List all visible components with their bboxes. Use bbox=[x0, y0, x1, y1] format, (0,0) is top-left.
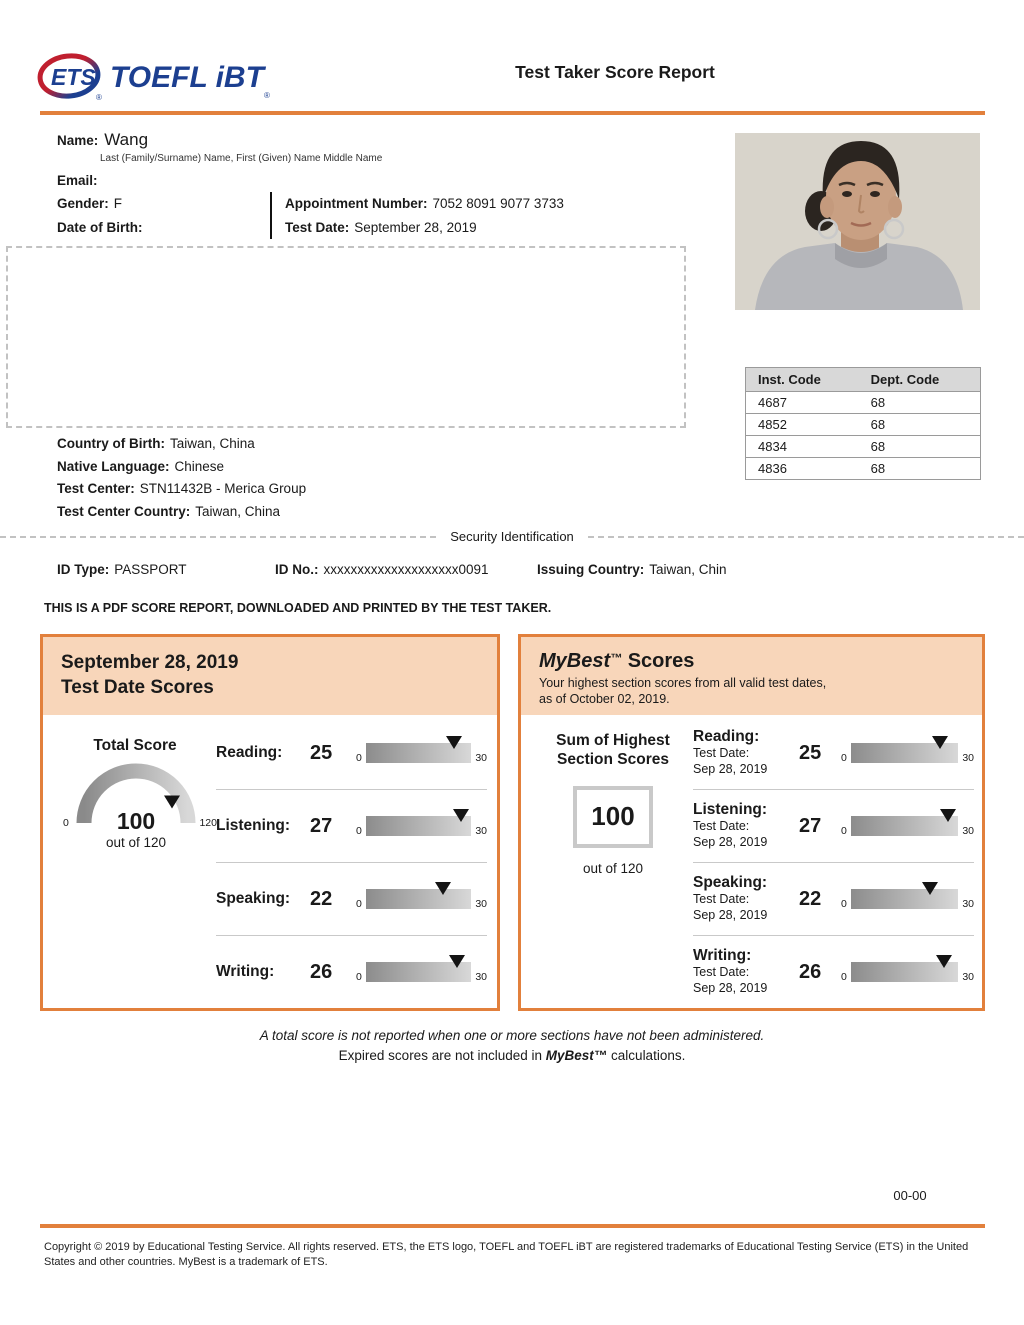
sum-label-line1: Sum of Highest bbox=[556, 732, 670, 749]
score-bar bbox=[851, 962, 958, 982]
reading-score-row bbox=[216, 717, 487, 790]
gauge-min-label: 0 bbox=[63, 817, 69, 829]
table-row bbox=[746, 458, 981, 480]
bar-max-label: 30 bbox=[962, 970, 974, 983]
gender-row bbox=[57, 196, 122, 211]
speaking-label: Speaking: bbox=[216, 890, 291, 907]
dept-code-header: Dept. Code bbox=[859, 368, 981, 392]
test-date-label: Test Date: bbox=[693, 746, 750, 761]
speaking-score-bar-zone bbox=[841, 889, 974, 909]
listening-score: 27 bbox=[799, 814, 822, 837]
test-date-value: September 28, 2019 bbox=[354, 220, 477, 235]
dashed-line bbox=[588, 536, 1024, 538]
test-center-label: Test Center: bbox=[57, 481, 135, 496]
footnote-line2 bbox=[0, 1048, 1024, 1063]
score-marker-icon bbox=[922, 882, 938, 895]
form-code: 00-00 bbox=[893, 1188, 927, 1203]
name-format-hint: Last (Family/Surname) Name, First (Given) Name Middle Name bbox=[100, 153, 383, 164]
speaking-score: 22 bbox=[799, 887, 822, 910]
listening-score: 27 bbox=[310, 814, 333, 837]
footer-divider bbox=[40, 1224, 985, 1228]
mybest-brand: MyBest bbox=[539, 650, 611, 672]
mybest-header bbox=[521, 637, 982, 715]
listening-score-bar-zone bbox=[356, 816, 487, 836]
dept-code-cell: 68 bbox=[859, 436, 981, 458]
speaking-score-row bbox=[216, 863, 487, 936]
test-center-country-label: Test Center Country: bbox=[57, 503, 191, 519]
trademark-icon: ™ bbox=[610, 651, 623, 665]
email-row bbox=[57, 173, 98, 188]
mybest-writing-row bbox=[693, 936, 974, 1008]
reading-score: 25 bbox=[310, 741, 333, 764]
dept-code-cell: 68 bbox=[859, 458, 981, 480]
security-identification-title: Security Identification bbox=[450, 529, 574, 544]
test-center-country-value: Taiwan, China bbox=[195, 503, 281, 519]
mybest-scores-box bbox=[518, 634, 985, 1011]
score-marker-icon bbox=[435, 882, 451, 895]
test-date-value: Sep 28, 2019 bbox=[693, 762, 768, 776]
speaking-label: Speaking: bbox=[693, 874, 768, 892]
bar-max-label: 30 bbox=[962, 824, 974, 837]
mybest-speaking-labels bbox=[693, 874, 799, 923]
reading-label: Reading: bbox=[216, 744, 283, 761]
score-marker-icon bbox=[940, 809, 956, 822]
bar-min-label: 0 bbox=[841, 897, 847, 910]
appointment-number-label: Appointment Number: bbox=[285, 196, 428, 211]
appointment-number-row bbox=[285, 196, 564, 211]
test-date-label: Test Date: bbox=[693, 819, 750, 834]
total-score-value: 100 bbox=[116, 808, 156, 834]
score-bar bbox=[366, 816, 471, 836]
score-bar bbox=[366, 962, 471, 982]
bar-max-label: 30 bbox=[475, 897, 487, 910]
table-row bbox=[746, 414, 981, 436]
score-marker-icon bbox=[453, 809, 469, 822]
writing-score: 26 bbox=[799, 960, 822, 983]
mybest-title-rest: Scores bbox=[622, 650, 695, 672]
bar-min-label: 0 bbox=[841, 824, 847, 837]
appointment-number-value: 7052 8091 9077 3733 bbox=[432, 196, 564, 211]
native-language-label: Native Language: bbox=[57, 458, 170, 474]
toefl-ibt-logo-text: TOEFL iBT bbox=[110, 61, 264, 94]
gender-label: Gender: bbox=[57, 196, 109, 211]
score-bar bbox=[851, 743, 958, 763]
writing-score-bar-zone bbox=[356, 962, 487, 982]
gauge-marker-icon bbox=[164, 796, 180, 809]
score-marker-icon bbox=[932, 736, 948, 749]
country-of-birth-label: Country of Birth: bbox=[57, 436, 165, 451]
writing-score: 26 bbox=[310, 960, 333, 983]
test-center-value: STN11432B - Merica Group bbox=[139, 481, 307, 496]
header-divider bbox=[40, 111, 985, 115]
issuing-country-row bbox=[537, 562, 727, 577]
reading-score-bar-zone bbox=[356, 743, 487, 763]
ets-toefl-logo bbox=[36, 48, 276, 109]
test-date-value: Sep 28, 2019 bbox=[693, 908, 768, 922]
score-bar bbox=[366, 743, 471, 763]
score-marker-icon bbox=[936, 955, 952, 968]
total-score-gauge bbox=[61, 761, 217, 834]
reading-label: Reading: bbox=[693, 728, 760, 746]
name-value: Wang bbox=[104, 130, 149, 149]
sum-of-highest-value: 100 bbox=[591, 801, 635, 832]
reading-score-bar-zone bbox=[841, 743, 974, 763]
test-date-row bbox=[285, 220, 477, 235]
bar-min-label: 0 bbox=[356, 970, 362, 983]
mybest-section-rows bbox=[693, 717, 974, 1008]
test-date-scores-box bbox=[40, 634, 500, 1011]
bar-max-label: 30 bbox=[475, 751, 487, 764]
gender-value: F bbox=[113, 196, 123, 211]
score-bar bbox=[366, 889, 471, 909]
country-of-birth-row bbox=[57, 433, 306, 456]
bar-max-label: 30 bbox=[475, 970, 487, 983]
personal-info-divider bbox=[270, 192, 272, 239]
mybest-subtitle-line2: as of October 02, 2019. bbox=[539, 692, 670, 706]
test-taker-photo bbox=[735, 133, 980, 310]
bar-max-label: 30 bbox=[475, 824, 487, 837]
ets-logo-graphic bbox=[36, 48, 276, 104]
footnote-line2-pre: Expired scores are not included in bbox=[338, 1048, 546, 1063]
mybest-brand: MyBest™ bbox=[545, 1048, 608, 1063]
email-label: Email: bbox=[57, 173, 98, 188]
test-date-scores-header bbox=[43, 637, 497, 715]
test-center-info bbox=[57, 433, 306, 523]
inst-code-cell: 4687 bbox=[746, 392, 859, 414]
footnote-line2-post: calculations. bbox=[607, 1048, 686, 1063]
bar-min-label: 0 bbox=[356, 897, 362, 910]
writing-label: Writing: bbox=[216, 963, 275, 980]
mybest-subtitle-line1: Your highest section scores from all valid test dates, bbox=[539, 676, 827, 690]
id-type-row bbox=[57, 562, 187, 577]
test-date-value: Sep 28, 2019 bbox=[693, 835, 768, 849]
ets-logo-text: ETS bbox=[51, 64, 96, 90]
native-language-row bbox=[57, 456, 306, 479]
bar-min-label: 0 bbox=[841, 970, 847, 983]
name-row bbox=[57, 130, 148, 150]
sum-of-highest-column bbox=[533, 731, 693, 876]
test-date-scores-body bbox=[43, 715, 497, 1008]
id-type-value: PASSPORT bbox=[114, 562, 187, 577]
gauge-max-label: 120 bbox=[199, 817, 217, 829]
mybest-reading-row bbox=[693, 717, 974, 790]
test-date-scores-title: Test Date Scores bbox=[61, 677, 214, 699]
total-out-of-label: out of 120 bbox=[105, 835, 167, 850]
inst-code-cell: 4836 bbox=[746, 458, 859, 480]
name-label: Name: bbox=[57, 133, 99, 148]
test-center-country-row bbox=[57, 501, 306, 524]
sum-label-line2: Section Scores bbox=[557, 751, 669, 769]
registered-mark-icon: ® bbox=[96, 93, 102, 102]
native-language-value: Chinese bbox=[174, 458, 225, 474]
mybest-listening-row bbox=[693, 790, 974, 863]
listening-score-bar-zone bbox=[841, 816, 974, 836]
bar-min-label: 0 bbox=[841, 751, 847, 764]
test-date-label: Test Date: bbox=[693, 965, 750, 980]
table-row bbox=[746, 392, 981, 414]
page-title: Test Taker Score Report bbox=[515, 62, 715, 82]
bar-min-label: 0 bbox=[356, 751, 362, 764]
bar-max-label: 30 bbox=[962, 897, 974, 910]
issuing-country-label: Issuing Country: bbox=[537, 562, 645, 577]
pdf-report-notice: THIS IS A PDF SCORE REPORT, DOWNLOADED AND PRINTED BY THE TEST TAKER. bbox=[44, 601, 552, 615]
listening-label: Listening: bbox=[216, 817, 291, 834]
copyright-text: Copyright © 2019 by Educational Testing Service. All rights reserved. ETS, the ETS logo, TOEFL and TOEFL iBT are registered trademarks of Educational Testing Service (ETS) in the United States and other countries. MyBest is a trademark of ETS. bbox=[44, 1241, 969, 1269]
listening-score-row bbox=[216, 790, 487, 863]
section-score-rows bbox=[216, 717, 487, 1008]
sum-out-of-label: out of 120 bbox=[582, 860, 644, 876]
footnote-line1: A total score is not reported when one or more sections have not been administered. bbox=[259, 1028, 765, 1043]
bar-min-label: 0 bbox=[356, 824, 362, 837]
listening-label: Listening: bbox=[693, 801, 768, 819]
date-of-birth-label: Date of Birth: bbox=[57, 220, 143, 235]
test-date-label: Test Date: bbox=[285, 220, 350, 235]
dept-code-cell: 68 bbox=[859, 414, 981, 436]
mybest-listening-labels bbox=[693, 801, 799, 850]
score-bar bbox=[851, 889, 958, 909]
score-marker-icon bbox=[449, 955, 465, 968]
id-type-label: ID Type: bbox=[57, 562, 110, 577]
writing-label: Writing: bbox=[693, 947, 752, 965]
id-number-row bbox=[275, 562, 489, 577]
test-date-label: Test Date: bbox=[693, 892, 750, 907]
redacted-address-box bbox=[6, 246, 686, 428]
sum-of-highest-value-box bbox=[573, 786, 653, 848]
mybest-body bbox=[521, 715, 982, 1008]
reading-score: 25 bbox=[799, 741, 822, 764]
security-identification-divider bbox=[0, 529, 1024, 544]
date-of-birth-row bbox=[57, 220, 143, 235]
id-number-label: ID No.: bbox=[275, 562, 319, 577]
mybest-title bbox=[539, 650, 964, 672]
mybest-writing-labels bbox=[693, 947, 799, 996]
id-number-value: xxxxxxxxxxxxxxxxxxxx0091 bbox=[323, 562, 489, 577]
inst-code-header: Inst. Code bbox=[746, 368, 859, 392]
registered-mark-icon: ® bbox=[264, 91, 270, 100]
country-of-birth-value: Taiwan, China bbox=[169, 436, 255, 451]
score-recipients-table bbox=[745, 367, 981, 480]
mybest-speaking-row bbox=[693, 863, 974, 936]
writing-score-row bbox=[216, 936, 487, 1008]
inst-code-cell: 4852 bbox=[746, 414, 859, 436]
score-bar bbox=[851, 816, 958, 836]
issuing-country-value: Taiwan, Chin bbox=[649, 562, 727, 577]
speaking-score-bar-zone bbox=[356, 889, 487, 909]
total-score-label: Total Score bbox=[93, 737, 177, 754]
inst-code-cell: 4834 bbox=[746, 436, 859, 458]
score-footnote bbox=[0, 1028, 1024, 1063]
portrait-photo-graphic bbox=[735, 133, 980, 310]
bar-max-label: 30 bbox=[962, 751, 974, 764]
mybest-reading-labels bbox=[693, 728, 799, 777]
test-center-row bbox=[57, 478, 306, 501]
dashed-line bbox=[0, 536, 436, 538]
dept-code-cell: 68 bbox=[859, 392, 981, 414]
table-row bbox=[746, 436, 981, 458]
writing-score-bar-zone bbox=[841, 962, 974, 982]
test-date-value: Sep 28, 2019 bbox=[693, 981, 768, 995]
score-marker-icon bbox=[446, 736, 462, 749]
speaking-score: 22 bbox=[310, 887, 333, 910]
test-date-scores-date: September 28, 2019 bbox=[61, 652, 239, 673]
